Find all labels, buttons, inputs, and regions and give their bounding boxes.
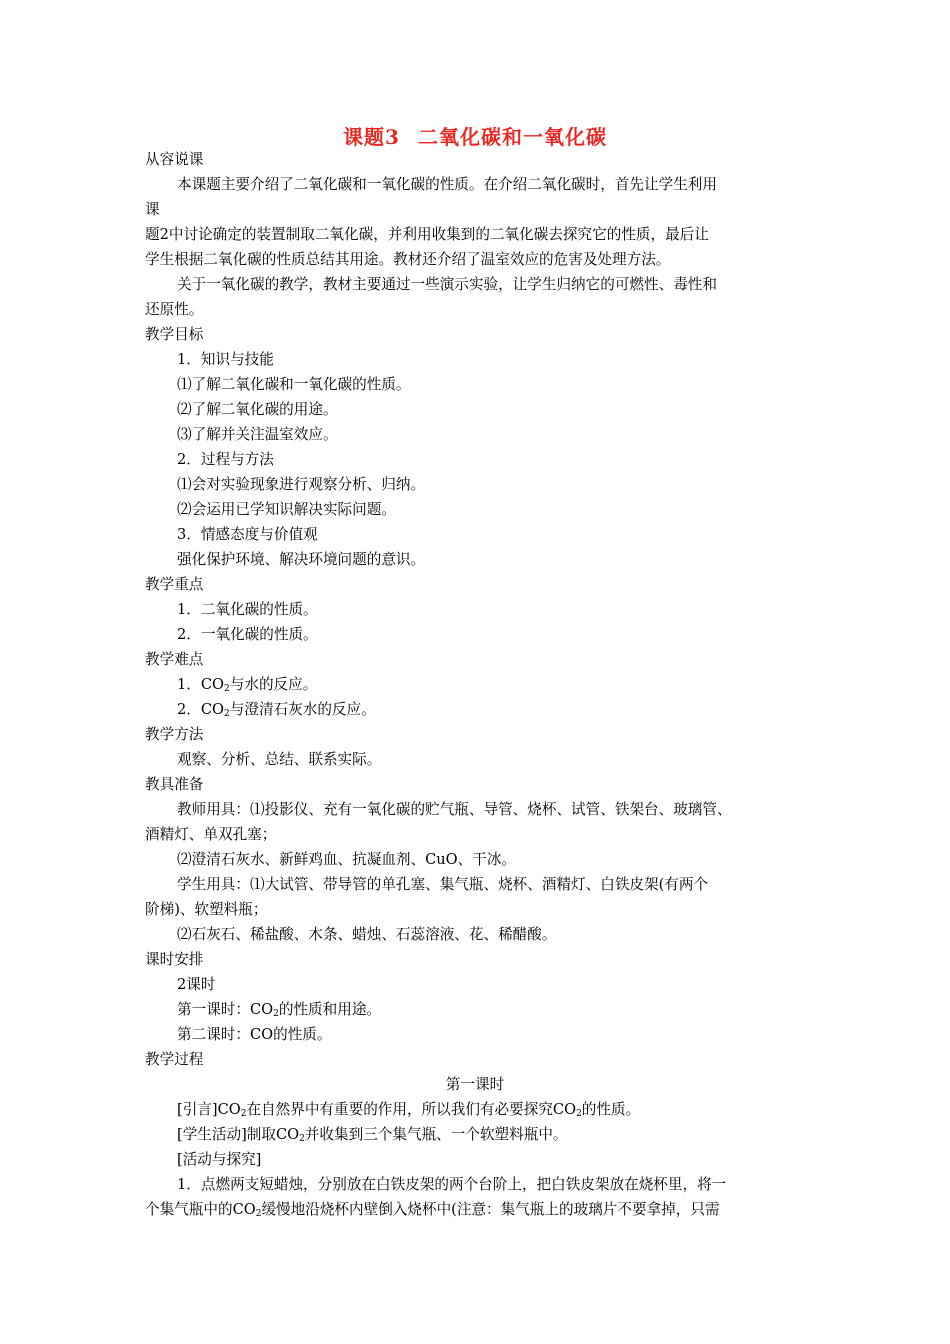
goal-1-item-3: ⑶了解并关注温室效应。 — [177, 426, 338, 443]
teacher-tools-line-1: 教师用具：⑴投影仪、充有一氧化碳的贮气瓶、导管、烧杯、试管、铁架台、玻璃管、 — [177, 801, 732, 818]
document-title — [0, 122, 950, 152]
goal-3-item-1: 强化保护环境、解决环境问题的意识。 — [177, 551, 426, 568]
method-text: 观察、分析、总结、联系实际。 — [177, 751, 382, 768]
title-lesson-number: 课题3 — [343, 125, 400, 149]
section-heading-goals: 教学目标 — [145, 326, 204, 343]
intro-paragraph-1-line-3: 题2中讨论确定的装置制取二氧化碳，并利用收集到的二氧化碳去探究它的性质，最后让 — [145, 226, 709, 243]
intro-paragraph-1-line-2: 课 — [145, 201, 160, 218]
intro-paragraph-2-line-2: 还原性。 — [145, 301, 204, 318]
goal-2: 2．过程与方法 — [177, 451, 274, 468]
teacher-tools-line-2: 酒精灯、单双孔塞； — [145, 826, 277, 843]
intro-paragraph-2-line-1: 关于一氧化碳的教学，教材主要通过一些演示实验，让学生归纳它的可燃性、毒性和 — [177, 276, 717, 293]
goal-1: 1．知识与技能 — [177, 351, 274, 368]
process-student-activity: [学生活动]制取$CO_2$并收集到三个集气瓶、一个软塑料瓶中。 — [177, 1126, 568, 1144]
goal-1-item-2: ⑵了解二氧化碳的用途。 — [177, 401, 338, 418]
process-step-1-line-1: 1．点燃两支短蜡烛，分别放在白铁皮架的两个台阶上，把白铁皮架放在烧杯里，将一 — [177, 1176, 727, 1193]
intro-paragraph-1-line-4: 学生根据二氧化碳的性质总结其用途。教材还介绍了温室效应的危害及处理方法。 — [145, 251, 671, 268]
section-heading-intro: 从容说课 — [145, 151, 204, 168]
section-heading-schedule: 课时安排 — [145, 951, 204, 968]
intro-paragraph-1-line-1: 本课题主要介绍了二氧化碳和一氧化碳的性质。在介绍二氧化碳时，首先让学生利用 — [177, 176, 717, 193]
schedule-lesson-2: 第二课时：CO的性质。 — [177, 1026, 332, 1043]
goal-2-item-1: ⑴会对实验现象进行观察分析、归纳。 — [177, 476, 426, 493]
lesson-1-heading: 第一课时 — [445, 1076, 505, 1093]
process-step-1-line-2: 个集气瓶中的$CO_2$缓慢地沿烧杯内壁倒入烧杯中(注意：集气瓶上的玻璃片不要拿掉，只需 — [145, 1201, 720, 1219]
student-tools-line-1: 学生用具：⑴大试管、带导管的单孔塞、集气瓶、烧杯、酒精灯、白铁皮架(有两个 — [177, 876, 709, 893]
section-heading-method: 教学方法 — [145, 726, 204, 743]
section-heading-key-points: 教学重点 — [145, 576, 204, 593]
student-tools-line-3: ⑵石灰石、稀盐酸、木条、蜡烛、石蕊溶液、花、稀醋酸。 — [177, 926, 557, 943]
difficulty-2: 2．$CO_2$与澄清石灰水的反应。 — [177, 701, 376, 719]
process-activity-heading: [活动与探究] — [177, 1151, 262, 1168]
title-topic: 二氧化碳和一氧化碳 — [417, 125, 607, 149]
process-intro: [引言]$CO_2$在自然界中有重要的作用，所以我们有必要探究$CO_2$的性质。 — [177, 1101, 641, 1119]
section-heading-difficulties: 教学难点 — [145, 651, 204, 668]
key-point-2: 2．一氧化碳的性质。 — [177, 626, 318, 643]
student-tools-line-2: 阶梯)、软塑料瓶； — [145, 901, 268, 918]
section-heading-process: 教学过程 — [145, 1051, 204, 1068]
goal-3: 3．情感态度与价值观 — [177, 526, 318, 543]
section-heading-tools: 教具准备 — [145, 776, 204, 793]
difficulty-1: 1．$CO_2$与水的反应。 — [177, 676, 318, 694]
key-point-1: 1．二氧化碳的性质。 — [177, 601, 318, 618]
goal-2-item-2: ⑵会运用已学知识解决实际问题。 — [177, 501, 396, 518]
goal-1-item-1: ⑴了解二氧化碳和一氧化碳的性质。 — [177, 376, 411, 393]
schedule-lesson-1: 第一课时：$CO_2$的性质和用途。 — [177, 1001, 382, 1019]
teacher-tools-line-3: ⑵澄清石灰水、新鲜鸡血、抗凝血剂、CuO、干冰。 — [177, 851, 517, 868]
schedule-total: 2课时 — [177, 976, 216, 993]
